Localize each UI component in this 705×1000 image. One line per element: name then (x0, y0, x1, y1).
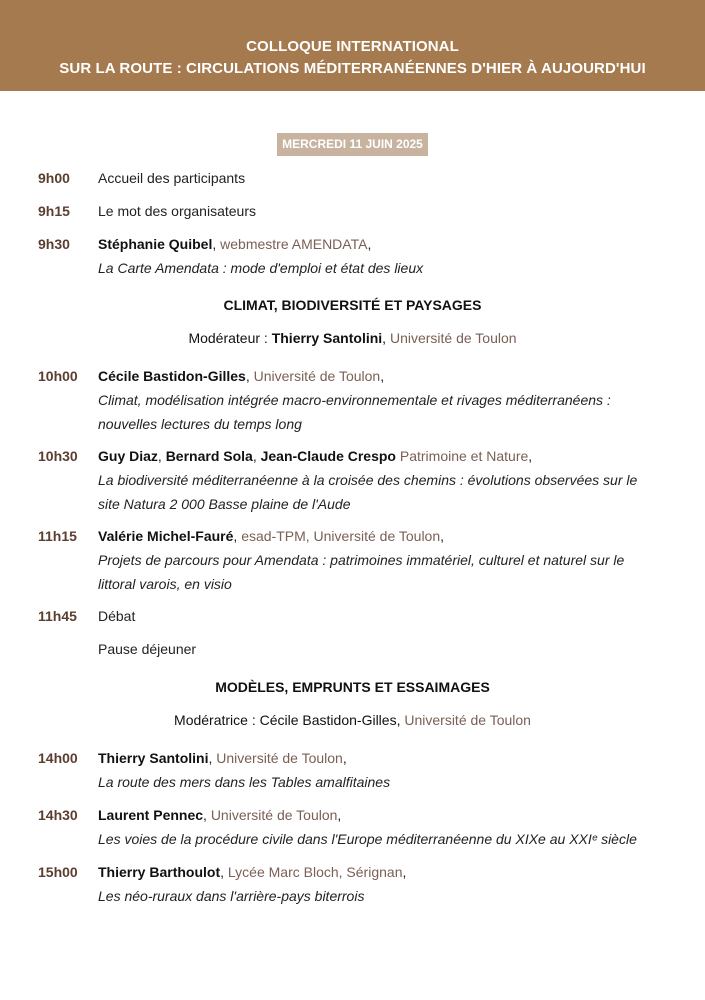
program-row: 14h00 Thierry Santolini, Université de Toulon, La route des mers dans les Tables amalfitaines (38, 746, 678, 794)
item-text: Pause déjeuner (98, 641, 197, 657)
time-label: 14h30 (38, 807, 78, 823)
date-badge: MERCREDI 11 JUIN 2025 (277, 133, 428, 156)
item-text: Accueil des participants (98, 170, 246, 186)
program-row: 15h00 Thierry Barthoulot, Lycée Marc Bloch, Sérignan, Les néo-ruraux dans l'arrière-pays biterrois (38, 860, 678, 908)
speaker-name: Stéphanie Quibel (98, 236, 213, 252)
program-row (38, 604, 678, 628)
time-label: 9h15 (38, 203, 70, 219)
talk-title: La Carte Amendata : mode d'emploi et état des lieux (98, 260, 424, 276)
program-row: 14h30 Laurent Pennec, Université de Toulon, Les voies de la procédure civile dans l'Europe méditerranéenne du XIXe au XXIᵉ siècle (38, 803, 678, 851)
speaker-affiliation: Lycée Marc Bloch, Sérignan (227, 864, 403, 880)
section-title: MODÈLES, EMPRUNTS ET ESSAIMAGES (215, 679, 490, 695)
speaker-name: Valérie Michel-Fauré (98, 528, 234, 544)
time-label: 10h00 (38, 368, 78, 384)
speaker-name: Thierry Santolini (98, 750, 209, 766)
item-text: Débat (98, 608, 136, 624)
section-title: CLIMAT, BIODIVERSITÉ ET PAYSAGES (223, 297, 482, 313)
time-label: 11h45 (38, 608, 77, 624)
talk-title-line1: La biodiversité méditerranéenne à la croisée des chemins : évolutions observées sur le (98, 472, 638, 488)
talk-title: Les voies de la procédure civile dans l'Europe méditerranéenne du XIXe au XXIᵉ siècle (98, 831, 637, 847)
program-row (38, 199, 678, 223)
time-label: 9h00 (38, 170, 70, 186)
moderator-affiliation: Université de Toulon (389, 330, 517, 346)
speaker-affiliation: Patrimoine et Nature (399, 448, 529, 464)
speaker-name: Laurent Pennec (98, 807, 204, 823)
program-row (38, 166, 678, 190)
speaker-name: Bernard Sola (165, 448, 253, 464)
moderator-label: Modératrice : (174, 712, 256, 728)
talk-title: Les néo-ruraux dans l'arrière-pays biterrois (98, 888, 365, 904)
moderator-affiliation: Université de Toulon (404, 712, 531, 728)
speaker-affiliation: esad-TPM, Université de Toulon (241, 528, 441, 544)
speaker-affiliation: Université de Toulon (253, 368, 381, 384)
time-label: 10h30 (38, 448, 78, 464)
program-row: 9h30 Stéphanie Quibel, webmestre AMENDATA, La Carte Amendata : mode d'emploi et état des lieux (38, 232, 678, 280)
item-text: Le mot des organisateurs (98, 203, 256, 219)
program-row (38, 637, 678, 661)
moderator-name: Cécile Bastidon-Gilles (259, 712, 397, 728)
time-label: 9h30 (38, 236, 70, 252)
time-label: 14h00 (38, 750, 78, 766)
talk-title-line1: Climat, modélisation intégrée macro-environnementale et rivages méditerranéens : (98, 392, 611, 408)
time-label: 15h00 (38, 864, 78, 880)
talk-title-line2: nouvelles lectures du temps long (98, 416, 302, 432)
speaker-name: Jean-Claude Crespo (260, 448, 396, 464)
program-row: 11h15 Valérie Michel-Fauré, esad-TPM, Université de Toulon, Projets de parcours pour Amendata : patrimoines immatériel, culturel et naturel sur le littoral varois, en visio (38, 524, 678, 596)
program-row: 10h00 Cécile Bastidon-Gilles, Université de Toulon, Climat, modélisation intégrée macro-environnementale et rivages méditerranéens : nouvelles lectures du temps long (38, 364, 678, 436)
moderator-line: Modératrice : Cécile Bastidon-Gilles, Université de Toulon (174, 712, 531, 728)
header-title-line2: SUR LA ROUTE : CIRCULATIONS MÉDITERRANÉENNES D'HIER À AUJOURD'HUI (59, 60, 646, 77)
talk-title-line2: site Natura 2 000 Basse plaine de l'Aude (98, 496, 351, 512)
moderator-line: Modérateur : Thierry Santolini, Université de Toulon (188, 330, 517, 346)
speaker-name: Cécile Bastidon-Gilles (98, 368, 246, 384)
speaker-name: Thierry Barthoulot (98, 864, 221, 880)
header-banner (0, 0, 705, 91)
talk-title-line2: littoral varois, en visio (98, 576, 232, 592)
header-title-line1: COLLOQUE INTERNATIONAL (246, 38, 459, 55)
program-row: 10h30 Guy Diaz, Bernard Sola, Jean-Claude Crespo Patrimoine et Nature, La biodiversité méditerranéenne à la croisée des chemins : évolutions observées sur le site Natura 2 000 Basse plaine de l'Aude (38, 444, 678, 516)
talk-title: La route des mers dans les Tables amalfitaines (98, 774, 391, 790)
speaker-affiliation: Université de Toulon (216, 750, 343, 766)
time-label: 11h15 (38, 528, 77, 544)
moderator-name: Thierry Santolini (271, 330, 383, 346)
date-container (0, 133, 705, 156)
speaker-affiliation: webmestre AMENDATA (220, 236, 368, 252)
speaker-name: Guy Diaz (98, 448, 158, 464)
talk-title-line1: Projets de parcours pour Amendata : patrimoines immatériel, culturel et naturel sur le (98, 552, 625, 568)
moderator-label: Modérateur : (188, 330, 268, 346)
speaker-affiliation: Université de Toulon (210, 807, 338, 823)
